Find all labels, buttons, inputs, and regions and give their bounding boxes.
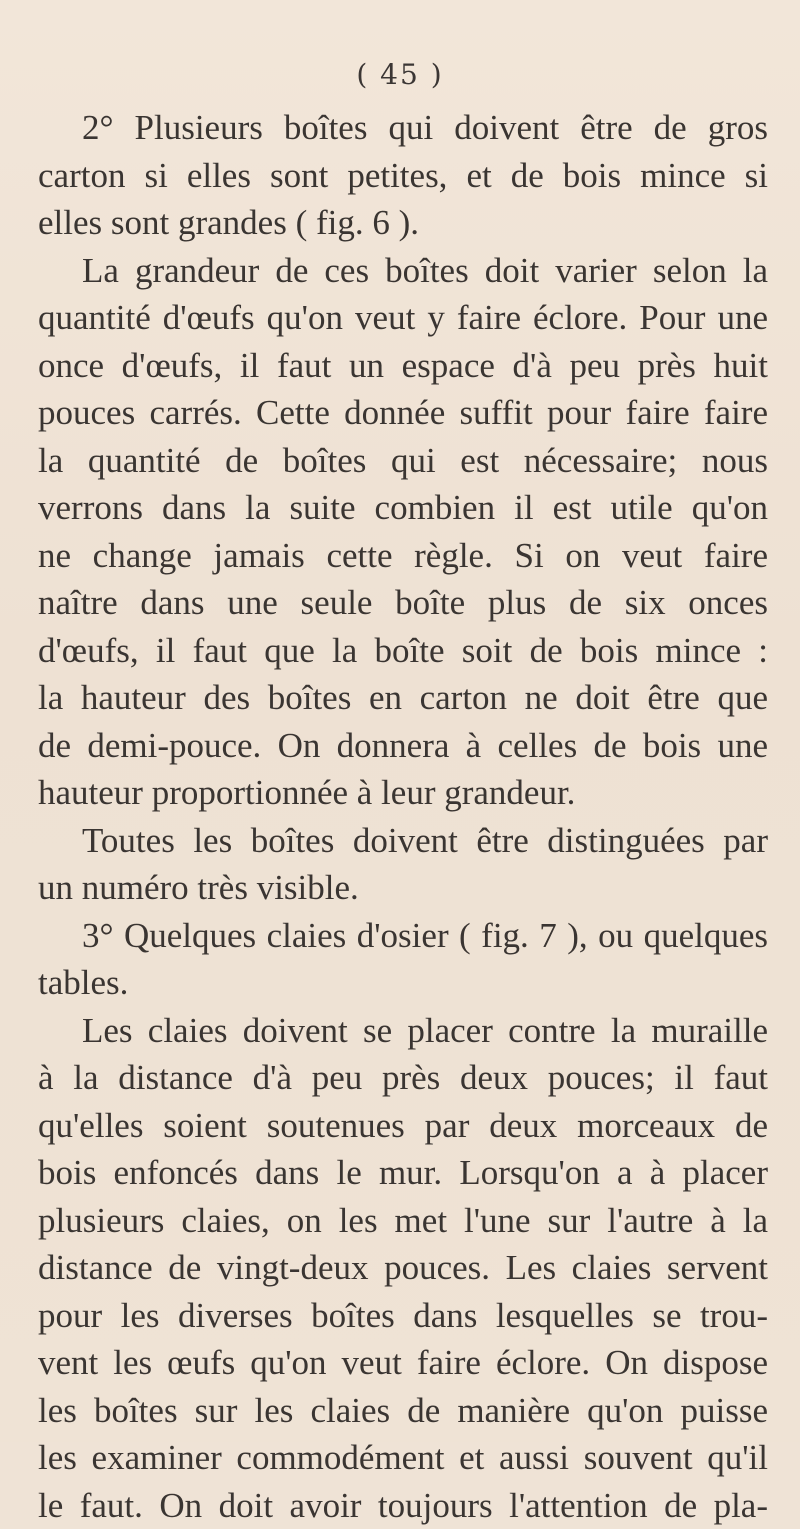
text-line: quantité d'œufs qu'on veut y faire éclore. Pour une	[38, 294, 768, 342]
text-line: ne change jamais cette règle. Si on veut faire	[38, 532, 768, 580]
text-line: les examiner commodément et aussi souvent qu'il	[38, 1434, 768, 1482]
text-line: carton si elles sont petites, et de bois mince si	[38, 152, 768, 200]
text-line: le faut. On doit avoir toujours l'attention de pla-	[38, 1482, 768, 1529]
text-line: elles sont grandes ( fig. 6 ).	[38, 199, 768, 247]
text-line: verrons dans la suite combien il est utile qu'on	[38, 484, 768, 532]
text-line: once d'œufs, il faut un espace d'à peu près huit	[38, 342, 768, 390]
text-line: bois enfoncés dans le mur. Lorsqu'on a à placer	[38, 1149, 768, 1197]
text-line: pouces carrés. Cette donnée suffit pour faire faire	[38, 389, 768, 437]
text-line: la quantité de boîtes qui est nécessaire; nous	[38, 437, 768, 485]
text-line: Toutes les boîtes doivent être distinguées par	[38, 817, 768, 865]
text-line: les boîtes sur les claies de manière qu'on puisse	[38, 1387, 768, 1435]
text-line: 3° Quelques claies d'osier ( fig. 7 ), ou quelques	[38, 912, 768, 960]
text-line: La grandeur de ces boîtes doit varier selon la	[38, 247, 768, 295]
text-line: de demi-pouce. On donnera à celles de bois une	[38, 722, 768, 770]
text-line: vent les œufs qu'on veut faire éclore. On dispose	[38, 1339, 768, 1387]
text-line: à la distance d'à peu près deux pouces; il faut	[38, 1054, 768, 1102]
page-number: ( 45 )	[0, 58, 800, 91]
text-line: un numéro très visible.	[38, 864, 768, 912]
text-line: naître dans une seule boîte plus de six onces	[38, 579, 768, 627]
text-line: d'œufs, il faut que la boîte soit de bois mince :	[38, 627, 768, 675]
text-line: tables.	[38, 959, 768, 1007]
text-line: la hauteur des boîtes en carton ne doit être que	[38, 674, 768, 722]
text-line: hauteur proportionnée à leur grandeur.	[38, 769, 768, 817]
text-line: pour les diverses boîtes dans lesquelles se trou-	[38, 1292, 768, 1340]
text-lines	[38, 104, 768, 1529]
body-text	[38, 104, 768, 1529]
text-line: Les claies doivent se placer contre la muraille	[38, 1007, 768, 1055]
text-line: 2° Plusieurs boîtes qui doivent être de gros	[38, 104, 768, 152]
text-line: plusieurs claies, on les met l'une sur l'autre à la	[38, 1197, 768, 1245]
text-line: qu'elles soient soutenues par deux morceaux de	[38, 1102, 768, 1150]
text-line: distance de vingt-deux pouces. Les claies servent	[38, 1244, 768, 1292]
